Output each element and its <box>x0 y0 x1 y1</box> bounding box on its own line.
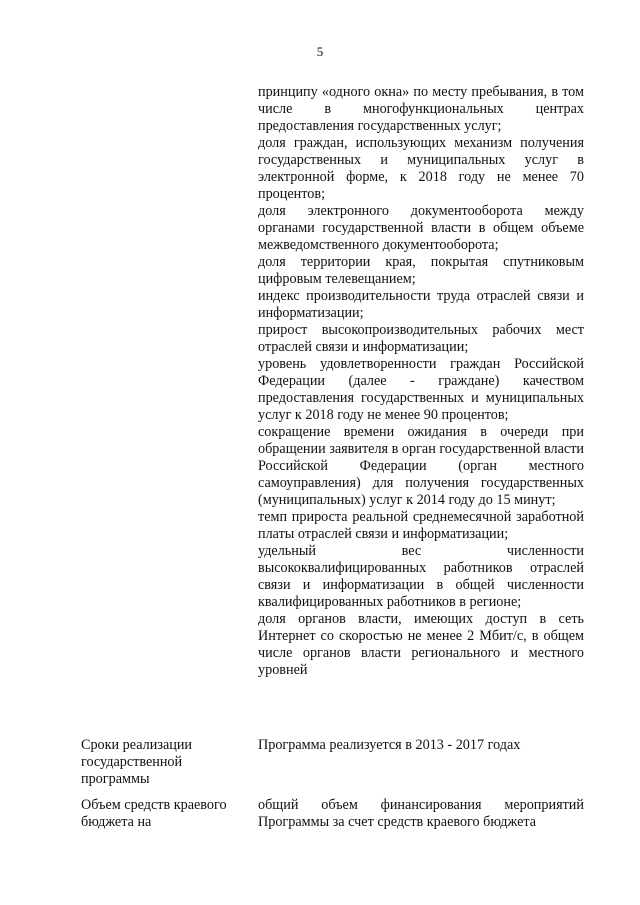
row-value-budget: общий объем финансирования мероприятий Программы за счет средств краевого бюджета <box>258 797 584 830</box>
indicator-item: прирост высокопроизводительных рабочих мест отраслей связи и информатизации; <box>258 322 584 355</box>
indicator-item: доля электронного документооборота между органами государственной власти в общем объеме межведомственного документооборота; <box>258 203 584 253</box>
indicator-item: удельный вес численности высококвалифицированных работников отраслей связи и информатизации в общей численности квалифицированных работников в регионе; <box>258 543 584 610</box>
indicator-item: доля органов власти, имеющих доступ в сеть Интернет со скоростью не менее 2 Мбит/с, в общем числе органов власти регионального и местного уровней <box>258 611 584 678</box>
row-value-terms: Программа реализуется в 2013 - 2017 годах <box>258 737 521 753</box>
indicator-item: темп прироста реальной среднемесячной заработной платы отраслей связи и информатизации; <box>258 509 584 542</box>
indicator-item: доля территории края, покрытая спутниковым цифровым телевещанием; <box>258 254 584 287</box>
indicator-item: доля граждан, использующих механизм получения государственных и муниципальных услуг в электронной форме, к 2018 году не менее 70 процентов; <box>258 135 584 202</box>
indicator-item: уровень удовлетворенности граждан Российской Федерации (далее - граждане) качеством предоставления государственных и муниципальных услуг к 2018 году не менее 90 процентов; <box>258 356 584 423</box>
indicator-item: сокращение времени ожидания в очереди при обращении заявителя в орган государственной власти Российской Федерации (орган местного самоуправления) для получения государственных (муниципальных) услуг к 2014 году до 15 минут; <box>258 424 584 508</box>
row-label-budget: Объем средств краевого бюджета на <box>81 797 227 830</box>
indicator-item: индекс производительности труда отраслей связи и информатизации; <box>258 288 584 321</box>
indicator-item: принципу «одного окна» по месту пребывания, в том числе в многофункциональных центрах предоставления государственных услуг; <box>258 84 584 134</box>
row-label-terms: Сроки реализации государственной программы <box>81 737 193 787</box>
indicators-list <box>258 84 584 679</box>
page-number: 5 <box>316 44 324 59</box>
